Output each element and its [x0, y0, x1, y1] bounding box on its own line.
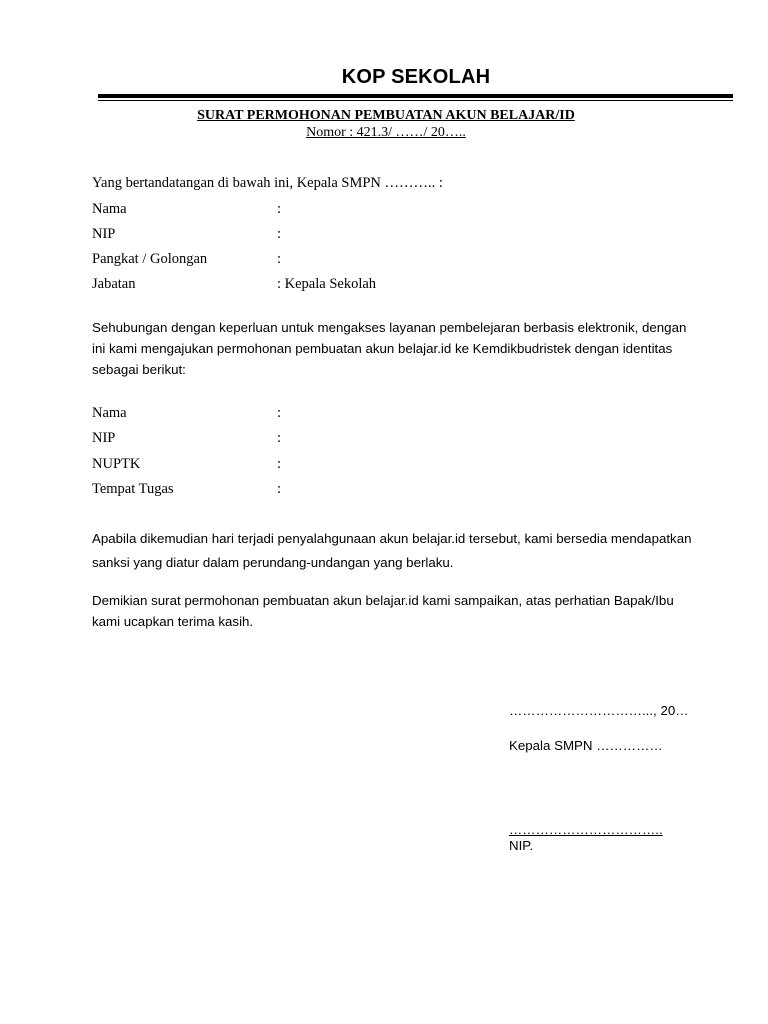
signer-rank-value: : [277, 251, 282, 267]
closing-paragraph: Demikian surat permohonan pembuatan akun belajar.id kami sampaikan, atas perhatian Bapak/Ibu kami ucapkan terima kasih. [92, 593, 674, 629]
signer-name-line: …………………………….. [509, 822, 663, 837]
applicant-name-label: Nama [92, 405, 127, 421]
place-date: …………………………..., 20… [509, 703, 689, 718]
signer-position-label: Jabatan [92, 276, 136, 292]
signer-position-value: : Kepala Sekolah [277, 276, 377, 292]
letterhead-divider-thick [98, 94, 733, 98]
signer-position: Kepala SMPN …………… [509, 738, 663, 753]
signer-nip: NIP. [509, 838, 534, 853]
intro-line: Yang bertandatangan di bawah ini, Kepala SMPN ……….. : [92, 175, 443, 191]
letterhead-divider-thin [98, 100, 733, 101]
signer-nip-value: : [277, 226, 282, 242]
applicant-name-value: : [277, 405, 282, 421]
applicant-nip-value: : [277, 430, 282, 446]
applicant-nip-label: NIP [92, 430, 116, 446]
letter-title: SURAT PERMOHONAN PEMBUATAN AKUN BELAJAR/ID [197, 108, 575, 123]
signer-nip-label: NIP [92, 226, 116, 242]
applicant-nuptk-value: : [277, 456, 282, 472]
applicant-workplace-value: : [277, 481, 282, 497]
signer-name-value: : [277, 201, 282, 217]
signer-name-label: Nama [92, 201, 127, 217]
signer-rank-label: Pangkat / Golongan [92, 251, 208, 267]
applicant-nuptk-label: NUPTK [92, 456, 141, 472]
sanction-paragraph: Apabila dikemudian hari terjadi penyalahgunaan akun belajar.id tersebut, kami bersedia mendapatkan sanksi yang diatur dalam perundang-undangan yang berlaku. [92, 531, 692, 570]
letterhead-title: KOP SEKOLAH [341, 66, 491, 88]
applicant-workplace-label: Tempat Tugas [92, 481, 174, 497]
letter-number: Nomor : 421.3/ ……/ 20….. [306, 125, 466, 140]
request-paragraph: Sehubungan dengan keperluan untuk mengakses layanan pembelejaran berbasis elektronik, dengan ini kami mengajukan permohonan pembuatan akun belajar.id ke Kemdikbudristek dengan identitas sebagai berikut: [92, 320, 687, 377]
